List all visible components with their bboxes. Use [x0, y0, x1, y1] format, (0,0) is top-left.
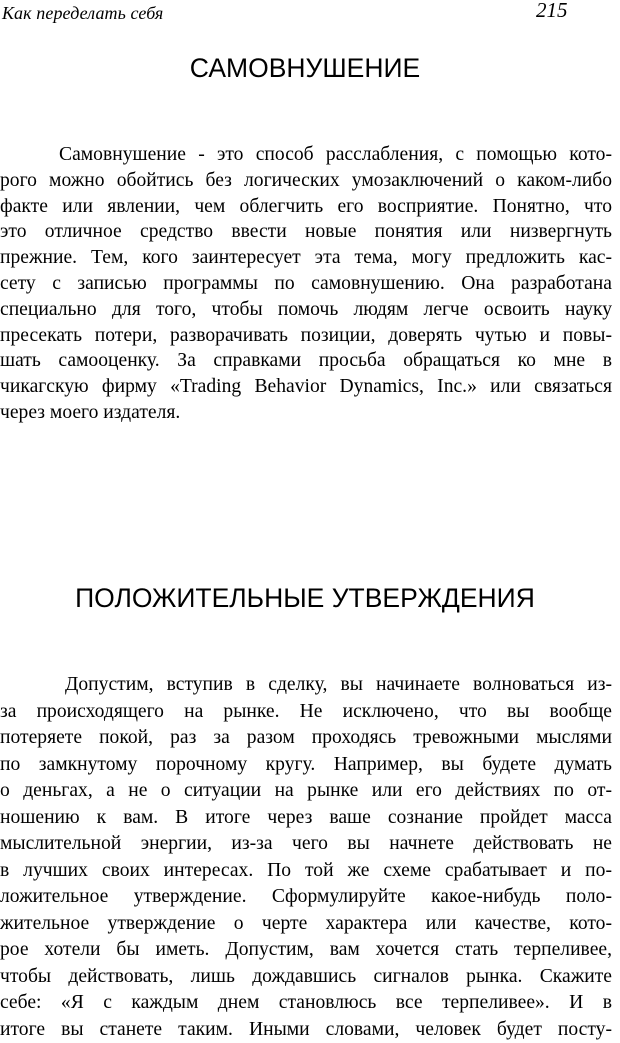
text-line: ношению к вам. В итоге через ваше сознание пройдет масса [0, 805, 612, 832]
section-paragraph-positive-affirmations [0, 672, 612, 1043]
text-line: через моего издателя. [0, 400, 612, 426]
text-line: жительное утверждение о черте характера или качестве, кото- [0, 911, 612, 938]
text-line: итоге вы станете таким. Иными словами, человек будет посту- [0, 1017, 612, 1043]
section-heading-positive-affirmations: ПОЛОЖИТЕЛЬНЫЕ УТВЕРЖДЕНИЯ [0, 583, 610, 614]
text-line: прежние. Тем, кого заинтересует эта тема, могу предложить кас- [0, 245, 612, 271]
text-line: Самовнушение - это способ расслабления, с помощью кото- [0, 142, 612, 168]
section-heading-self-suggestion: САМОВНУШЕНИЕ [0, 53, 610, 84]
text-line: мыслительной энергии, из-за чего вы начнете действовать не [0, 831, 612, 858]
text-line: в лучших своих интересах. По той же схеме срабатывает и по- [0, 858, 612, 885]
text-line: это отличное средство ввести новые понятия или низвергнуть [0, 219, 612, 245]
text-line: чикагскую фирму «Trading Behavior Dynamics, Inc.» или связаться [0, 374, 612, 400]
text-line: Допустим, вступив в сделку, вы начинаете волноваться из- [0, 672, 612, 699]
text-line: специально для того, чтобы помочь людям легче освоить науку [0, 297, 612, 323]
text-line: рое хотели бы иметь. Допустим, вам хочется стать терпеливее, [0, 937, 612, 964]
text-line: рого можно обойтись без логических умозаключений о каком-либо [0, 168, 612, 194]
running-title: Как переделать себя [2, 3, 163, 24]
text-line: ложительное утверждение. Сформулируйте какое-нибудь поло- [0, 884, 612, 911]
text-line: пресекать потери, разворачивать позиции, доверять чутью и повы- [0, 323, 612, 349]
page-number: 215 [536, 0, 568, 23]
text-line: сету с записью программы по самовнушению. Она разработана [0, 271, 612, 297]
text-line: о деньгах, а не о ситуации на рынке или его действиях по от- [0, 778, 612, 805]
text-line: по замкнутому порочному кругу. Например, вы будете думать [0, 752, 612, 779]
text-line: чтобы действовать, лишь дождавшись сигналов рынка. Скажите [0, 964, 612, 991]
text-line: за происходящего на рынке. Не исключено, что вы вообще [0, 699, 612, 726]
text-line: шать самооценку. За справками просьба обращаться ко мне в [0, 348, 612, 374]
text-line: потеряете покой, раз за разом проходясь тревожными мыслями [0, 725, 612, 752]
text-line: факте или явлении, чем облегчить его восприятие. Понятно, что [0, 194, 612, 220]
text-line: себе: «Я с каждым днем становлюсь все терпеливее». И в [0, 990, 612, 1017]
section-paragraph-self-suggestion [0, 142, 612, 426]
